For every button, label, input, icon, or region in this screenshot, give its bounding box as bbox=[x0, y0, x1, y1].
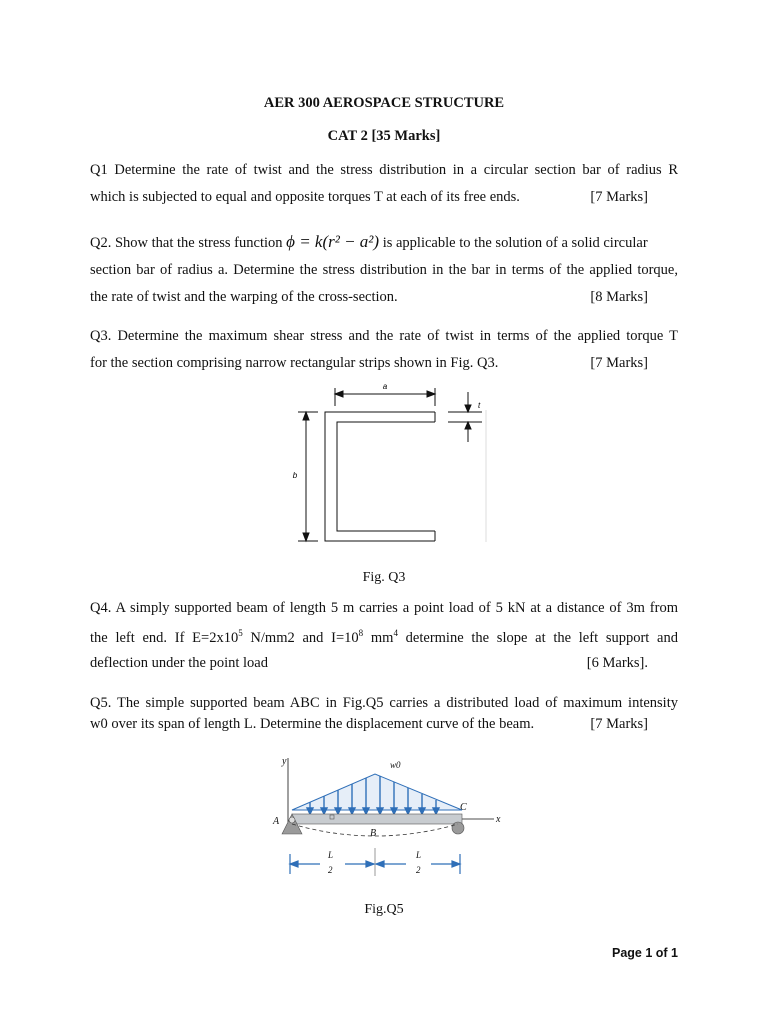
q4-line3: deflection under the point load bbox=[90, 655, 268, 671]
page-number: Page 1 of 1 bbox=[612, 946, 678, 960]
figure-q5-beam bbox=[270, 752, 510, 882]
q1-line2: which is subjected to equal and opposite torques T at each of its free ends. bbox=[90, 189, 520, 205]
q2-line2: section bar of radius a. Determine the stress distribution in the bar in terms of the applied torque, bbox=[90, 262, 678, 278]
figure-q3-channel-section bbox=[290, 380, 490, 550]
q1-line1: Q1 Determine the rate of twist and the stress distribution in a circular section bar of radius R bbox=[90, 162, 678, 178]
q4-marks: [6 Marks]. bbox=[586, 655, 648, 671]
beam bbox=[292, 814, 462, 824]
q2-marks: [8 Marks] bbox=[590, 289, 648, 305]
channel-inner-outline bbox=[337, 422, 435, 531]
label-2-right: 2 bbox=[416, 865, 421, 875]
exam-title: CAT 2 [35 Marks] bbox=[327, 128, 441, 144]
q3-line2: for the section comprising narrow rectangular strips shown in Fig. Q3. bbox=[90, 355, 499, 371]
label-w0: w0 bbox=[390, 760, 401, 770]
label-a: A bbox=[273, 816, 280, 827]
q5-marks: [7 Marks] bbox=[590, 716, 648, 732]
q3-line1: Q3. Determine the maximum shear stress and the rate of twist in terms of the applied torque T bbox=[90, 328, 678, 344]
label-c: C bbox=[460, 802, 467, 813]
q4-line2: the left end. If $E=2x10^5$ N/mm2 and $I=10^8$ $mm^4$ determine the slope at the left support and bbox=[90, 628, 678, 646]
fig-q3-caption: Fig. Q3 bbox=[362, 570, 406, 585]
q5-line2: w0 over its span of length L. Determine the displacement curve of the beam. bbox=[90, 716, 535, 732]
dim-a-label: a bbox=[382, 382, 388, 391]
channel-outer-outline bbox=[325, 412, 435, 541]
dim-b-label: b bbox=[292, 471, 298, 480]
label-2-left: 2 bbox=[328, 865, 333, 875]
span-dimension bbox=[290, 848, 460, 876]
q3-marks: [7 Marks] bbox=[590, 355, 648, 371]
label-b: B bbox=[370, 828, 377, 839]
label-y-axis: y bbox=[282, 756, 287, 767]
dim-t-label: t bbox=[478, 401, 481, 410]
roller-support-right bbox=[452, 822, 464, 834]
q5-line1: Q5. The simple supported beam ABC in Fig.Q5 carries a distributed load of maximum intensity bbox=[90, 695, 678, 711]
q2-suffix: is applicable to the solution of a solid circular bbox=[382, 235, 648, 251]
q1-marks: [7 Marks] bbox=[590, 189, 648, 205]
q2-prefix: Q2. Show that the stress function bbox=[90, 235, 283, 251]
q2-line1 bbox=[90, 233, 648, 251]
q2-formula: ϕ = k(r² − a²) bbox=[286, 232, 380, 251]
fig-q5-caption: Fig.Q5 bbox=[364, 902, 404, 917]
q2-line3: the rate of twist and the warping of the cross-section. bbox=[90, 289, 398, 305]
label-l-right: L bbox=[416, 850, 422, 860]
label-x-axis: x bbox=[496, 814, 501, 825]
course-title: AER 300 AEROSPACE STRUCTURE bbox=[263, 95, 505, 111]
label-l-left: L bbox=[328, 850, 334, 860]
q4-line1: Q4. A simply supported beam of length 5 m carries a point load of 5 kN at a distance of 3m from bbox=[90, 600, 678, 616]
